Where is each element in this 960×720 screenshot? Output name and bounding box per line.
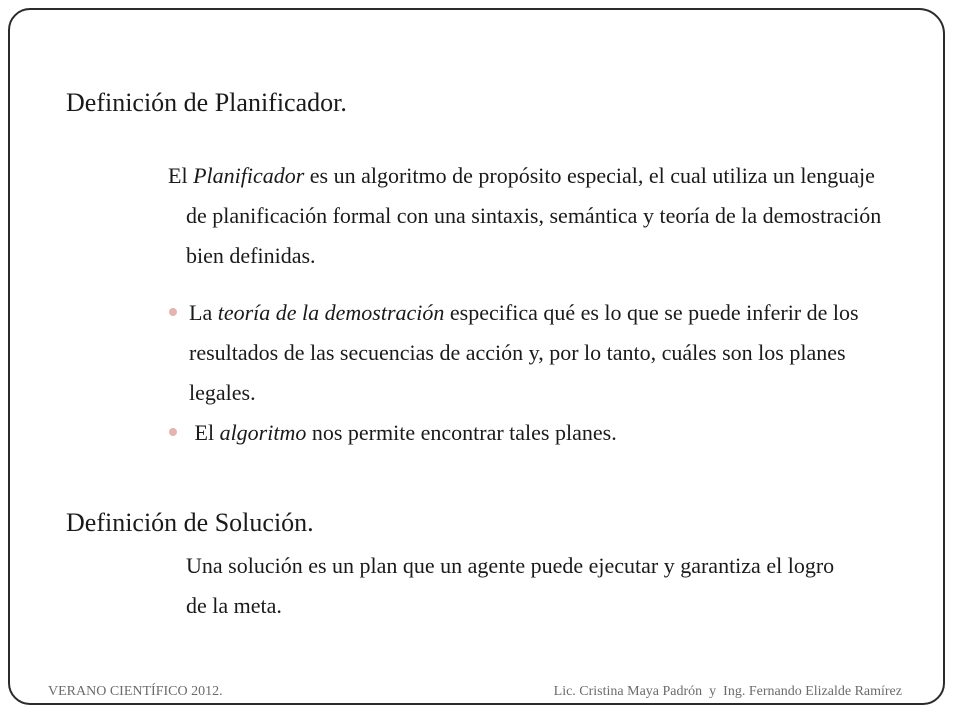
bullet-2-term: algoritmo xyxy=(219,420,307,445)
bullet-item-algoritmo xyxy=(189,413,889,453)
bullet-1-term: teoría de la demostración xyxy=(217,300,445,325)
bullet-1-prefix: La xyxy=(189,300,218,325)
planificador-term: Planificador xyxy=(193,163,305,188)
footer-left: VERANO CIENTÍFICO 2012. xyxy=(48,684,223,699)
heading-solucion: Definición de Solución. xyxy=(66,508,314,537)
bullet-dot-2 xyxy=(169,428,177,436)
bullet-1-rest: especifica qué es lo que se puede inferir de los resultados de las secuencias de acción y, por lo tanto, cuáles son los planes legales. xyxy=(189,300,859,405)
bullet-2-prefix: El xyxy=(189,420,220,445)
bullet-dot-1 xyxy=(169,308,177,316)
page-corner-icon xyxy=(916,8,946,38)
planificador-rest: es un algoritmo de propósito especial, el cual utiliza un lenguaje de planificación formal con una sintaxis, semántica y teoría de la demostración bien definidas. xyxy=(186,163,882,268)
footer-right: Lic. Cristina Maya Padrón y Ing. Fernando Elizalde Ramírez xyxy=(553,684,902,699)
heading-planificador: Definición de Planificador. xyxy=(66,88,347,117)
solucion-definition: Una solución es un plan que un agente puede ejecutar y garantiza el logro de la meta. xyxy=(186,553,835,618)
planificador-prefix: El xyxy=(168,163,194,188)
bullet-2-rest: nos permite encontrar tales planes. xyxy=(306,420,617,445)
planificador-definition xyxy=(168,156,896,276)
bullet-item-teoria xyxy=(189,293,889,413)
